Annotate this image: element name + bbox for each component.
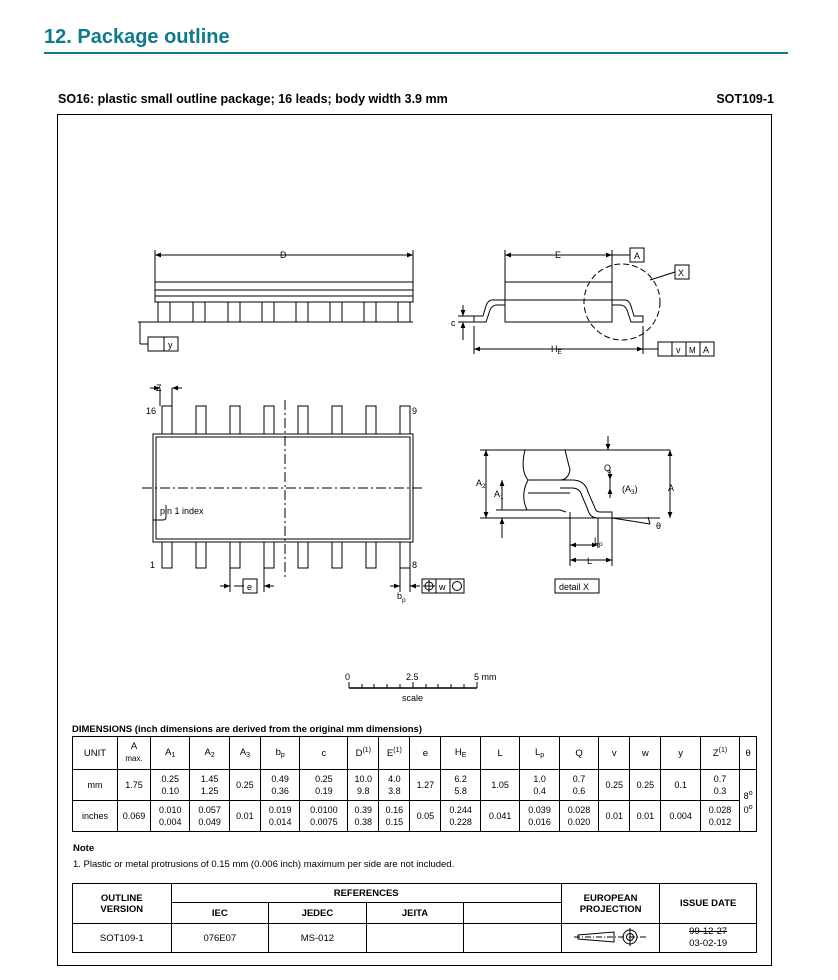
package-title: SO16: plastic small outline package; 16 leads; body width 3.9 mm [58,92,448,106]
label-Z: Z [156,383,162,393]
col-5: c [300,737,348,770]
label-pin-16: 16 [146,406,157,416]
dim-cell: 1.75 [118,770,151,801]
col-15: y [661,737,700,770]
dim-cell: 0.041 [480,801,519,832]
iec-value: 076E07 [171,924,269,953]
dim-cell: 0.01 [630,801,661,832]
label-w: w [439,582,446,592]
jedec-value: MS-012 [269,924,367,953]
label-L: L [587,556,593,566]
label-pin-8: 8 [412,560,418,570]
outline-version: SOT109-1 [73,924,172,953]
outline-table [72,883,757,953]
jeita-header: JEITA [366,903,464,924]
dim-cell: 0.1 [661,770,700,801]
dim-cell: 0.004 [661,801,700,832]
label-HE: $H_E$ [551,344,562,356]
label-E: E [555,250,562,260]
col-8: e [410,737,441,770]
label-pin-9: 9 [412,406,418,416]
package-code: SOT109-1 [716,92,774,106]
jeita-value [366,924,464,953]
side-leads [158,302,410,322]
dim-cell: 1.0 0.4 [520,770,559,801]
label-c: c [451,318,456,328]
label-v: v [676,345,681,355]
unit-inches: inches [73,801,118,832]
dim-cell: 0.25 0.10 [151,770,190,801]
theta-cell: 8$^o$ 0$^o$ [740,770,757,832]
label-e: e [247,582,253,592]
third-angle-projection-icon [574,927,648,947]
issue-date-header: ISSUE DATE [660,884,757,924]
top-leads-lower [162,542,410,568]
dim-cell: 10.0 9.8 [348,770,379,801]
dim-cell: 1.27 [410,770,441,801]
end-lead-right [612,300,643,322]
dim-cell: 1.45 1.25 [190,770,229,801]
end-lead-left [474,300,505,322]
col-2: $A_2$ [190,737,229,770]
col-7: $E^{(1)}$ [379,737,410,770]
dim-cell: 0.01 [229,801,260,832]
label-pin1-index: pin 1 index [160,506,204,516]
dim-cell: 0.7 0.6 [559,770,598,801]
top-leads-upper [162,406,410,434]
dim-cell: 0.49 0.36 [260,770,299,801]
dim-cell: 0.010 0.004 [151,801,190,832]
label-M: M [689,346,696,355]
label-A1: $A_1$ [494,489,504,501]
scale-start: 0 [345,672,351,682]
dim-cell: 0.25 [630,770,661,801]
dim-cell: 4.0 3.8 [379,770,410,801]
outline-version-header: OUTLINE VERSION [73,884,172,924]
projection-symbol [561,924,660,953]
dim-cell: 0.25 [599,770,630,801]
iec-header: IEC [171,903,269,924]
dim-cell: 0.39 0.38 [348,801,379,832]
col-3: $A_3$ [229,737,260,770]
label-bp: $b_p$ [397,591,406,604]
col-17: θ [740,737,757,770]
dim-cell: 6.2 5.8 [441,770,480,801]
col-12: Q [559,737,598,770]
detail-body [523,450,570,480]
dim-cell: 0.05 [410,801,441,832]
dim-cell: 0.7 0.3 [700,770,739,801]
col-10: L [480,737,519,770]
col-16: $Z^{(1)}$ [700,737,739,770]
dim-cell: 0.0100 0.0075 [300,801,348,832]
dim-cell: 0.069 [118,801,151,832]
label-pin-1: 1 [150,560,156,570]
col-9: $H_E$ [441,737,480,770]
dimensions-title: DIMENSIONS (inch dimensions are derived from the original mm dimensions) [72,724,422,735]
label-A-ref: A [703,345,710,355]
col-unit: UNIT [73,737,118,770]
note-text: 1. Plastic or metal protrusions of 0.15 mm (0.006 inch) maximum per side are not included. [73,859,455,870]
col-4: $b_p$ [260,737,299,770]
section-title: 12. Package outline [44,26,230,48]
label-y: y [168,340,173,350]
label-theta: θ [656,521,662,531]
references-header: REFERENCES [171,884,561,903]
dim-cell: 0.244 0.228 [441,801,480,832]
jedec-header: JEDEC [269,903,367,924]
issue-new: 03-02-19 [689,938,728,949]
col-6: $D^{(1)}$ [348,737,379,770]
dim-cell: 0.16 0.15 [379,801,410,832]
issue-old: 99-12-27 [689,926,728,937]
col-1: $A_1$ [151,737,190,770]
issue-dates [660,924,757,953]
dimensions-table [72,736,757,832]
note-heading: Note [73,843,95,854]
label-Lp: $L_p$ [594,536,603,548]
label-datum-A: A [634,251,641,261]
label-detail-x: detail X [559,582,590,592]
scale-end: 5 mm [474,672,497,682]
dim-cell: 0.028 0.020 [559,801,598,832]
dim-cell: 1.05 [480,770,519,801]
dim-cell: 0.019 0.014 [260,801,299,832]
col-11: $L_p$ [520,737,559,770]
side-body [155,282,413,296]
detail-lead [560,480,612,518]
flatness-frame [148,337,178,351]
label-D: D [280,250,287,260]
dim-cell: 0.039 0.016 [520,801,559,832]
label-X: X [678,268,685,278]
label-A3: $(A_3)$ [622,484,638,496]
detail-x-circle [584,264,660,340]
unit-mm: mm [73,770,118,801]
dim-cell: 0.01 [599,801,630,832]
dim-cell: 0.028 0.012 [700,801,739,832]
projection-header: EUROPEAN PROJECTION [561,884,660,924]
col-13: v [599,737,630,770]
col-14: w [630,737,661,770]
dim-cell: 0.057 0.049 [190,801,229,832]
end-body [505,282,612,322]
label-Q: Q [604,463,612,473]
col-A: A max. [118,737,151,770]
label-A: A [668,483,675,493]
scale-label: scale [402,693,424,703]
scale-mid: 2.5 [406,672,419,682]
dim-cell: 0.25 0.19 [300,770,348,801]
label-A2: $A_2$ [476,478,486,490]
dim-cell: 0.25 [229,770,260,801]
